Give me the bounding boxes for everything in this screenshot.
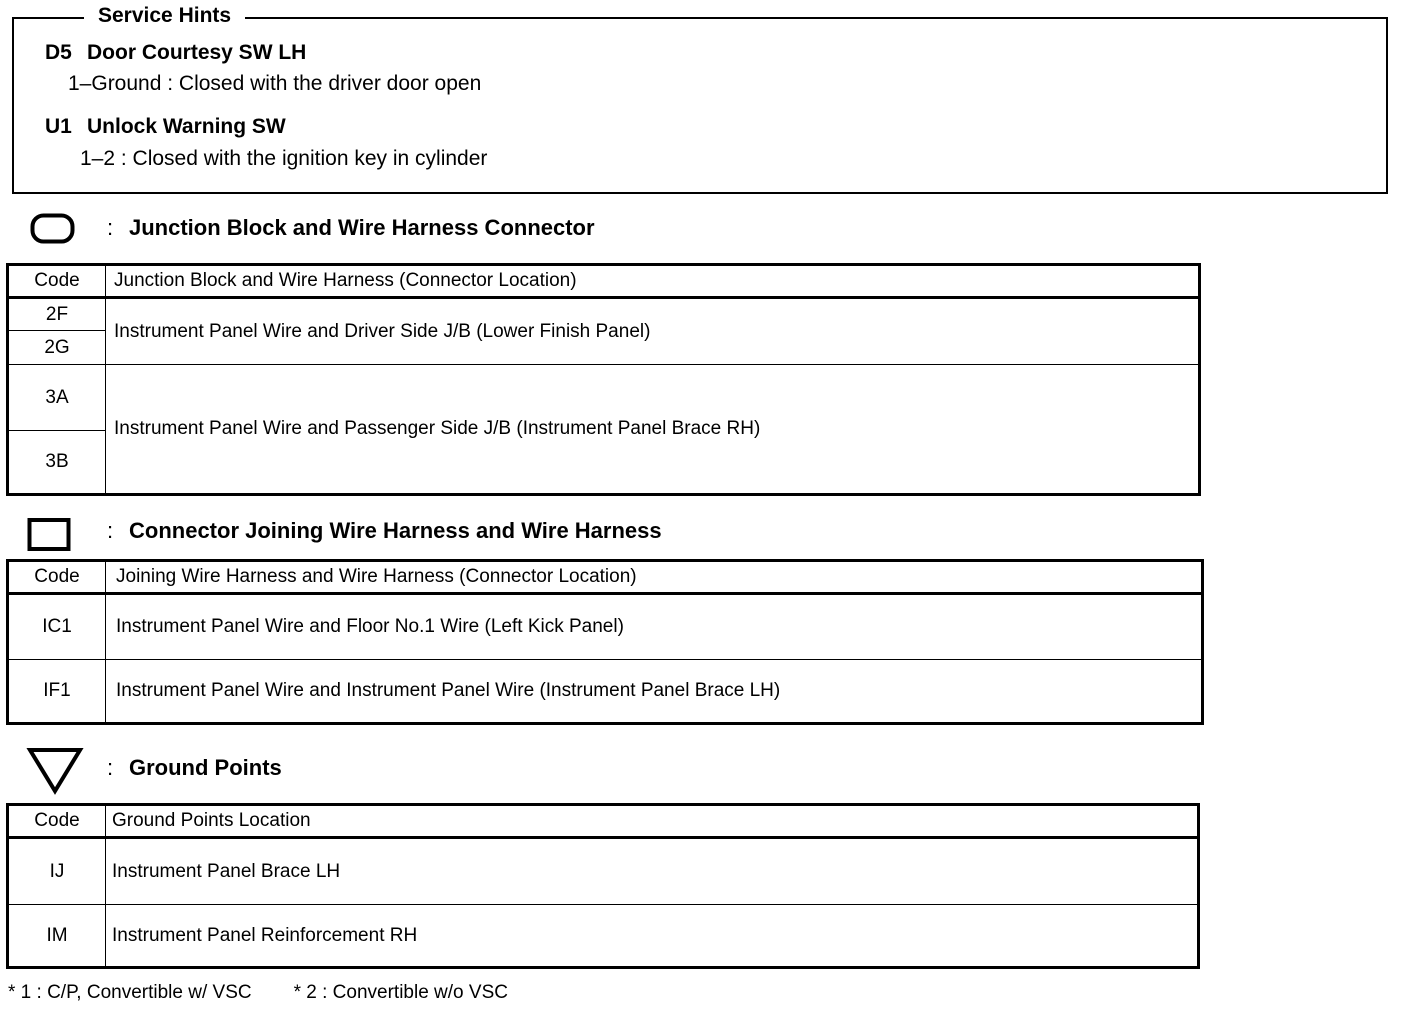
code-cell: IF1: [8, 660, 106, 724]
down-triangle-icon: [26, 746, 84, 796]
connector-section-title: Connector Joining Wire Harness and Wire Harness: [129, 518, 662, 543]
location-header: Ground Points Location: [106, 805, 1199, 838]
code-cell: 2F: [8, 298, 106, 331]
table-row: [8, 838, 1199, 905]
hint-detail: 1–Ground : Closed with the driver door open: [68, 72, 482, 95]
ground-section-title: Ground Points: [129, 755, 282, 780]
code-cell: 3A: [8, 365, 106, 431]
ground-table: [6, 803, 1200, 969]
junction-section-heading: [107, 214, 595, 242]
footnotes: [8, 981, 508, 1005]
connector-table: [6, 559, 1204, 725]
hint-code: U1: [45, 115, 72, 138]
code-cell: 2G: [8, 331, 106, 365]
table-row: [8, 298, 1200, 331]
ground-section-heading: [107, 754, 282, 782]
location-header: Junction Block and Wire Harness (Connector Location): [106, 265, 1200, 298]
footnote-1: * 1 : C/P, Convertible w/ VSC: [8, 982, 252, 1003]
table-row: [8, 365, 1200, 431]
code-cell: IC1: [8, 594, 106, 660]
location-cell: Instrument Panel Wire and Floor No.1 Wire (Left Kick Panel): [106, 594, 1203, 660]
heading-colon: :: [107, 215, 114, 240]
code-cell: 3B: [8, 431, 106, 495]
rounded-rectangle-icon: [30, 212, 76, 246]
hint-item-u1: [45, 114, 286, 140]
table-row: [8, 905, 1199, 968]
hint-detail: 1–2 : Closed with the ignition key in cylinder: [80, 147, 488, 170]
code-cell: IM: [8, 905, 106, 968]
code-header: Code: [8, 805, 106, 838]
footnote-2: * 2 : Convertible w/o VSC: [293, 982, 508, 1003]
table-header-row: [8, 805, 1199, 838]
location-cell: Instrument Panel Wire and Driver Side J/B (Lower Finish Panel): [106, 298, 1200, 365]
rectangle-icon: [27, 517, 73, 553]
location-cell: Instrument Panel Wire and Passenger Side J/B (Instrument Panel Brace RH): [106, 365, 1200, 495]
connector-section-heading: [107, 517, 662, 545]
code-header: Code: [8, 561, 106, 594]
location-cell: Instrument Panel Brace LH: [106, 838, 1199, 905]
location-header: Joining Wire Harness and Wire Harness (Connector Location): [106, 561, 1203, 594]
hint-name: Door Courtesy SW LH: [87, 41, 307, 64]
location-cell: Instrument Panel Reinforcement RH: [106, 905, 1199, 968]
hint-name: Unlock Warning SW: [87, 115, 286, 138]
heading-colon: :: [107, 755, 114, 780]
table-row: [8, 594, 1203, 660]
hint-code: D5: [45, 41, 72, 64]
junction-table: [6, 263, 1201, 496]
table-row: [8, 660, 1203, 724]
table-header-row: [8, 265, 1200, 298]
location-cell: Instrument Panel Wire and Instrument Panel Wire (Instrument Panel Brace LH): [106, 660, 1203, 724]
code-cell: IJ: [8, 838, 106, 905]
hint-item-d5: [45, 40, 306, 66]
service-hints-title: Service Hints: [84, 4, 245, 28]
code-header: Code: [8, 265, 106, 298]
heading-colon: :: [107, 518, 114, 543]
table-header-row: [8, 561, 1203, 594]
junction-section-title: Junction Block and Wire Harness Connector: [129, 215, 595, 240]
